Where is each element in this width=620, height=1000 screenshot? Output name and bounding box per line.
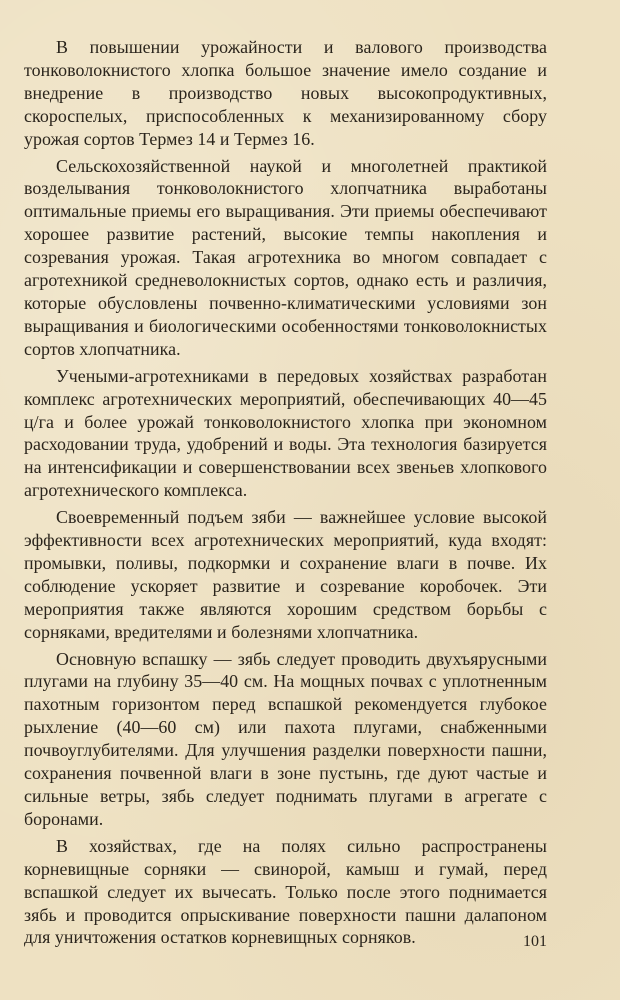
paragraph-3: Учеными-агротехниками в передовых хозяйствах разработан комплекс агротехнических мероприятий, обеспечивающих 40—45 ц/га и более урожай тонковолокнистого хлопка при экономном расходовании труда, удобрений и воды. Эта технология базируется на интенсификации и совершенствовании всех звеньев хлопкового агротехнического комплекса. xyxy=(24,365,547,501)
paragraph-2: Сельскохозяйственной наукой и многолетней практикой возделывания тонковолокнистого хлопчатника выработаны оптимальные приемы его выращивания. Эти приемы обеспечивают хорошее развитие растений, высокие темпы накопления и созревания урожая. Такая агротехника во многом совпадает с агротехникой средневолокнистых сортов, однако есть и различия, которые обусловлены почвенно-климатическими условиями зон выращивания и биологическими особенностями тонковолокнистых сортов хлопчатника. xyxy=(24,155,547,359)
page-number: 101 xyxy=(523,933,547,950)
paragraph-1: В повышении урожайности и валового производства тонковолокнистого хлопка большое значение имело создание и внедрение в производство новых высокопродуктивных, скороспелых, приспособленных к механизированному сбору урожая сортов Термез 14 и Термез 16. xyxy=(24,37,547,149)
body-text xyxy=(24,36,547,953)
paragraph-4: Своевременный подъем зяби — важнейшее условие высокой эффективности всех агротехнических мероприятий, куда входят: промывки, поливы, подкормки и сохранение влаги в почве. Их соблюдение ускоряет развитие и созревание коробочек. Эти мероприятия также являются хорошим средством борьбы с сорняками, вредителями и болезнями хлопчатника. xyxy=(24,507,547,642)
paragraph-6: В хозяйствах, где на полях сильно распространены корневищные сорняки — свинорой, камыш и гумай, перед вспашкой следует их вычесать. Только после этого поднимается зябь и проводится опрыскивание поверхности пашни далапоном для уничтожения остатков корневищных сорняков. xyxy=(24,835,547,948)
paragraph-5: Основную вспашку — зябь следует проводить двухъярусными плугами на глубину 35—40 см. На мощных почвах с уплотненным пахотным горизонтом перед вспашкой рекомендуется глубокое рыхление (40—60 см) или пахота плугами, снабженными почвоуглубителями. Для улучшения разделки поверхности пашни, сохранения почвенной влаги в зоне пустынь, где дуют частые и сильные ветры, зябь следует поднимать плугами в агрегате с боронами. xyxy=(24,648,547,829)
